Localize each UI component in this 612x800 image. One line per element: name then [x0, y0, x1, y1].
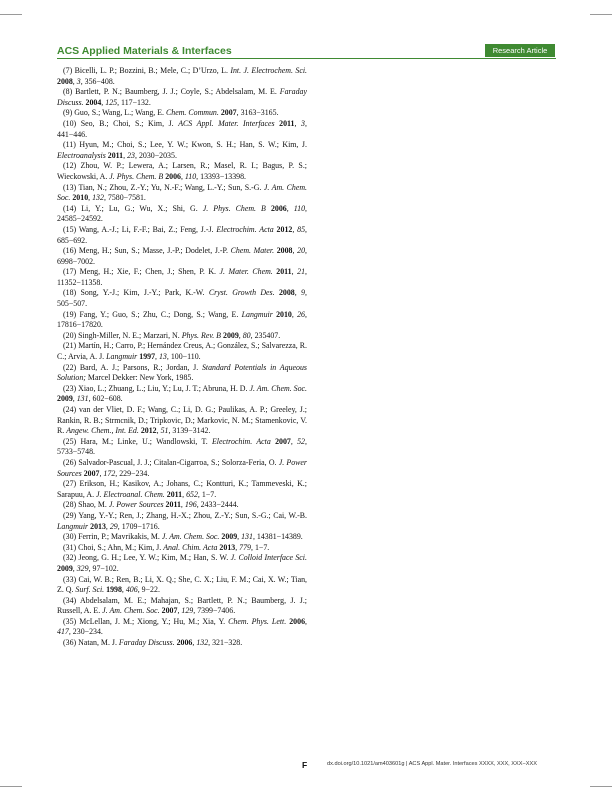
- reference-vol: 29: [109, 521, 118, 531]
- reference-year: 2009: [221, 532, 238, 542]
- reference-authors: Erikson, H.; Kasikov, A.; Johans, C.; Kontturi, K.; Tammeveski, K.; Sarapuu, A.: [57, 479, 307, 499]
- reference-authors: Singh-Miller, N. E.; Marzari, N.: [78, 330, 180, 340]
- reference-authors: Salvador-Pascual, J. J.; Citalan-Cigarroa, S.; Solorza-Feria, O.: [78, 457, 277, 467]
- reference-item: (14) Li, Y.; Lu, G.; Wu, X.; Shi, G. J. Phys. Chem. B 2006, 110, 24585−24592.: [57, 203, 307, 224]
- reference-vol: 51: [160, 426, 169, 436]
- reference-year: 2006: [165, 171, 181, 181]
- reference-journal: Angew. Chem., Int. Ed.: [66, 426, 139, 436]
- reference-num: (11): [63, 140, 76, 150]
- reference-authors: Fang, Y.; Guo, S.; Zhu, C.; Dong, S.; Wang, E.: [79, 309, 239, 319]
- reference-pages: 9−22.: [141, 585, 160, 595]
- reference-year: 2008: [276, 246, 293, 256]
- reference-pages: 14381−14389.: [256, 532, 303, 542]
- reference-authors: Meng, H.; Xie, F.; Chen, J.; Shen, P. K.: [79, 267, 216, 277]
- reference-vol: 80: [242, 330, 251, 340]
- reference-journal: Int. J. Electrochem. Sci.: [230, 66, 308, 75]
- reference-item: (26) Salvador-Pascual, J. J.; Citalan-Cigarroa, S.; Solorza-Feria, O. J. Power Sources 2007, 172, 229−234.: [57, 457, 307, 478]
- reference-pages: 685−692.: [57, 235, 88, 245]
- reference-pages: 505−507.: [57, 299, 88, 309]
- reference-year: 2007: [220, 108, 237, 118]
- reference-year: 2007: [83, 468, 100, 478]
- reference-journal: Langmuir: [241, 309, 273, 319]
- reference-authors: Li, Y.; Lu, G.; Wu, X.; Shi, G.: [81, 203, 198, 213]
- reference-item: (11) Hyun, M.; Choi, S.; Lee, Y. W.; Kwon, S. H.; Han, S. W.; Kim, J. Electroanalysis 2011, 23, 2030−2035.: [57, 140, 307, 160]
- reference-num: (12): [63, 161, 77, 171]
- reference-journal: ACS Appl. Mater. Interfaces: [178, 118, 275, 128]
- reference-pages: 6998−7002.: [57, 256, 95, 266]
- reference-item: (15) Wang, A.-J.; Li, F.-F.; Bai, Z.; Feng, J.-J. Electrochim. Acta 2012, 85, 685−692.: [57, 224, 307, 245]
- reference-authors: Hara, M.; Linke, U.; Wandlowski, T.: [80, 436, 208, 446]
- reference-item: (23) Xiao, L.; Zhuang, L.; Liu, Y.; Lu, J. T.; Abruna, H. D. J. Am. Chem. Soc. 2009, 131, 602−608.: [57, 383, 307, 404]
- reference-journal: J. Am. Chem. Soc.: [57, 182, 307, 203]
- reference-authors: Ferrin, P.; Mavrikakis, M.: [78, 532, 160, 542]
- reference-journal: Standard Potentials in Aqueous Solution;: [57, 362, 307, 383]
- reference-authors: Yang, Y.-Y.; Ren, J.; Zhang, H.-X.; Zhou, Z.-Y.; Sun, S.-G.; Cai, W.-B.: [78, 510, 308, 520]
- reference-authors: Natan, M. J.: [78, 638, 117, 648]
- reference-authors: Shao, M.: [78, 500, 107, 510]
- reference-pages: 2433−2444.: [200, 500, 239, 510]
- reference-pages: 11352−11358.: [57, 277, 103, 287]
- reference-journal: J. Colloid Interface Sci.: [230, 553, 307, 563]
- reference-item: (29) Yang, Y.-Y.; Ren, J.; Zhang, H.-X.; Zhou, Z.-Y.; Sun, S.-G.; Cai, W.-B. Langmuir 2013, 29, 1709−1716.: [57, 510, 308, 531]
- reference-item: (30) Ferrin, P.; Mavrikakis, M. J. Am. Chem. Soc. 2009, 131, 14381−14389.: [63, 532, 303, 542]
- reference-year: 2006: [289, 616, 306, 626]
- reference-num: (29): [63, 510, 77, 520]
- reference-year: 2006: [176, 638, 193, 648]
- reference-vol: 110: [184, 171, 197, 181]
- reference-vol: 13: [158, 352, 167, 362]
- reference-year: 2006: [270, 203, 287, 213]
- reference-item: (34) Abdelsalam, M. E.; Mahajan, S.; Bartlett, P. N.; Baumberg, J. J.; Russell, A. E. J. Am. Chem. Soc. 2007, 129, 7399−7406.: [57, 595, 307, 616]
- reference-pages: 17816−17820.: [57, 320, 103, 330]
- reference-journal: J. Power Sources: [108, 500, 164, 510]
- reference-pages: 97−102.: [92, 563, 119, 573]
- reference-num: (9): [63, 108, 73, 118]
- reference-num: (28): [63, 500, 77, 510]
- reference-year: 2009: [57, 563, 73, 573]
- reference-num: (26): [63, 457, 77, 467]
- reference-vol: 131: [241, 532, 253, 542]
- reference-item: (25) Hara, M.; Linke, U.; Wandlowski, T. Electrochim. Acta 2007, 52, 5733−5748.: [57, 436, 307, 457]
- reference-item: (20) Singh-Miller, N. E.; Marzari, N. Phys. Rev. B 2009, 80, 235407.: [63, 330, 281, 340]
- reference-num: (13): [63, 182, 77, 192]
- reference-journal: J. Am. Chem. Soc.: [161, 532, 220, 542]
- reference-journal: Faraday Discuss.: [118, 638, 175, 648]
- reference-pages: 3163−3165.: [240, 108, 279, 118]
- reference-vol: 110: [293, 203, 306, 213]
- reference-journal: J. Am. Chem. Soc.: [102, 606, 160, 616]
- reference-journal: Electroanalysis: [57, 150, 106, 160]
- reference-authors: Song, Y.-J.; Kim, J.-Y.; Park, K.-W.: [80, 288, 205, 298]
- reference-num: (30): [63, 532, 77, 542]
- reference-journal: J. Phys. Chem. B: [109, 171, 164, 181]
- reference-pages: 5733−5748.: [57, 447, 95, 457]
- reference-item: (17) Meng, H.; Xie, F.; Chen, J.; Shen, P. K. J. Mater. Chem. 2011, 21, 11352−11358.: [57, 267, 307, 287]
- reference-year: 2009: [223, 330, 239, 340]
- reference-pages: 1−7.: [254, 542, 270, 552]
- reference-vol: 129: [181, 606, 194, 616]
- reference-journal: Faraday Discuss.: [57, 87, 307, 107]
- reference-num: (35): [63, 616, 77, 626]
- reference-num: (32): [63, 553, 77, 563]
- reference-authors: Meng, H.; Sun, S.; Masse, J.-P.; Dodelet, J.-P.: [78, 246, 228, 256]
- reference-item: (19) Fang, Y.; Guo, S.; Zhu, C.; Dong, S.; Wang, E. Langmuir 2010, 26, 17816−17820.: [57, 309, 307, 330]
- reference-vol: 52: [297, 436, 305, 446]
- reference-year: 1998: [106, 585, 122, 595]
- reference-item: (12) Zhou, W. P.; Lewera, A.; Larsen, R.; Masel, R. I.; Bagus, P. S.; Wieckowski, A. J. Phys. Chem. B 2006, 110, 13393−13398.: [57, 161, 307, 181]
- reference-year: 2007: [275, 436, 291, 446]
- reference-num: (22): [63, 362, 77, 372]
- reference-pages: 117−132.: [121, 97, 151, 107]
- reference-pages: 3139−3142.: [172, 426, 211, 436]
- reference-year: 2013: [219, 542, 236, 552]
- reference-journal: J. Power Sources: [57, 457, 307, 478]
- reference-pages: 2030−2035.: [138, 150, 177, 160]
- reference-journal: J. Am. Chem. Soc.: [249, 383, 307, 393]
- reference-vol: 329: [76, 563, 89, 573]
- reference-pages: 1709−1716.: [121, 521, 160, 531]
- reference-item: (32) Jeong, G. H.; Lee, Y. W.; Kim, M.; Han, S. W. J. Colloid Interface Sci. 2009, 329, 97−102.: [57, 553, 307, 573]
- reference-year: 2011: [279, 118, 295, 128]
- reference-pages: 321−328.: [212, 638, 243, 648]
- page-number: F: [302, 760, 308, 770]
- reference-vol: 172: [103, 468, 116, 478]
- reference-item: (16) Meng, H.; Sun, S.; Masse, J.-P.; Dodelet, J.-P. Chem. Mater. 2008, 20, 6998−7002.: [57, 246, 307, 266]
- reference-year: 2012: [276, 224, 293, 234]
- reference-year: 2011: [107, 150, 124, 160]
- reference-num: (24): [63, 405, 77, 414]
- reference-vol: 131: [76, 394, 89, 404]
- reference-year: 1997: [139, 352, 156, 362]
- reference-authors: Tian, N.; Zhou, Z.-Y.; Yu, N.-F.; Wang, L.-Y.; Sun, S.-G.: [78, 182, 262, 192]
- reference-vol: 85: [297, 224, 306, 234]
- reference-authors: Jeong, G. H.; Lee, Y. W.; Kim, M.; Han, S. W.: [78, 553, 229, 563]
- reference-year: 2011: [166, 489, 183, 499]
- reference-num: (14): [63, 203, 77, 213]
- reference-num: (16): [63, 246, 77, 256]
- reference-journal: Cryst. Growth Des.: [208, 288, 275, 298]
- reference-pages: 7580−7581.: [107, 193, 146, 203]
- reference-authors: Bard, A. J.; Parsons, R.; Jordan, J.: [79, 362, 199, 372]
- reference-authors: Wang, A.-J.; Li, F.-F.; Bai, Z.; Feng, J.-J.: [78, 224, 214, 234]
- reference-item: (9) Guo, S.; Wang, L.; Wang, E. Chem. Commun. 2007, 3163−3165.: [63, 108, 279, 118]
- reference-item: (7) Bicelli, L. P.; Bozzini, B.; Mele, C.; D’Urzo, L. Int. J. Electrochem. Sci. 2008, 3, 356−408.: [57, 66, 308, 86]
- reference-num: (20): [63, 330, 77, 340]
- reference-item: [57, 363, 307, 384]
- reference-authors: Choi, S.; Ahn, M.; Kim, J.: [78, 542, 162, 552]
- reference-year: 2011: [276, 267, 292, 277]
- reference-year: 2009: [57, 394, 73, 404]
- reference-authors: McLellan, J. M.; Xiong, Y.; Hu, M.; Xia, Y.: [79, 616, 226, 626]
- reference-item: (31) Choi, S.; Ahn, M.; Kim, J. Anal. Chim. Acta 2013, 779, 1−7.: [63, 542, 270, 552]
- reference-vol: 132: [92, 193, 104, 203]
- reference-vol: 125: [105, 97, 118, 107]
- reference-num: (8): [63, 87, 73, 97]
- reference-pages: Marcel Dekker: New York, 1985.: [87, 373, 194, 383]
- reference-num: (10): [63, 118, 77, 128]
- reference-num: (23): [63, 383, 77, 393]
- header-rule: [57, 58, 556, 59]
- reference-pages: 356−408.: [84, 76, 115, 86]
- reference-journal: Langmuir: [106, 352, 138, 362]
- reference-pages: 229−234.: [119, 468, 150, 478]
- reference-journal: Electrochim. Acta: [211, 436, 271, 446]
- reference-num: (21): [63, 341, 77, 351]
- reference-item: (33) Cai, W. B.; Ren, B.; Li, X. Q.; She, C. X.; Liu, F. M.; Cai, X. W.; Tian, Z. Q. Surf. Sci. 1998, 406, 9−22.: [57, 574, 307, 595]
- reference-journal: Surf. Sci.: [75, 585, 105, 595]
- reference-vol: 9: [301, 288, 305, 298]
- reference-item: (36) Natan, M. J. Faraday Discuss. 2006, 132, 321−328.: [63, 638, 243, 648]
- reference-num: (25): [63, 436, 77, 446]
- journal-title: ACS Applied Materials & Interfaces: [57, 45, 232, 57]
- crop-mark: [590, 14, 612, 15]
- reference-pages: 24585−24592.: [57, 214, 103, 224]
- reference-pages: 230−234.: [72, 627, 103, 637]
- reference-pages: 13393−13398.: [200, 171, 247, 181]
- reference-pages: 235407.: [254, 330, 281, 340]
- reference-journal: Electrochim. Acta: [216, 224, 274, 234]
- reference-item: (24) van der Vliet, D. F.; Wang, C.; Li, D. G.; Paulikas, A. P.; Greeley, J.; Rankin, R. B.; Strmcnik, D.; Tripkovic, D.; Markovic, N. M.; Stamenkovic, V. R. Angew. Chem., Int. Ed. 2012, 51, 3139−3142.: [57, 405, 307, 436]
- reference-authors: Guo, S.; Wang, L.; Wang, E.: [74, 108, 165, 118]
- reference-vol: 132: [196, 638, 209, 648]
- crop-mark: [590, 786, 612, 787]
- reference-year: 2008: [278, 288, 295, 298]
- page-footer: [0, 760, 612, 772]
- reference-vol: 779: [239, 542, 251, 552]
- reference-vol: 417: [57, 627, 69, 637]
- reference-authors: Martín, H.; Carro, P.; Hernández Creus, A.; González, S.; Salvarezza, R. C.; Arvia, A. J.: [57, 341, 307, 362]
- reference-year: 2013: [90, 521, 106, 531]
- reference-journal: Chem. Phys. Lett.: [228, 616, 287, 626]
- reference-journal: J. Electroanal. Chem.: [96, 489, 165, 499]
- reference-num: (18): [63, 288, 77, 298]
- reference-year: 2010: [276, 309, 292, 319]
- reference-year: 2010: [72, 193, 89, 203]
- reference-num: (17): [63, 267, 77, 277]
- reference-item: (18) Song, Y.-J.; Kim, J.-Y.; Park, K.-W. Cryst. Growth Des. 2008, 9, 505−507.: [57, 288, 307, 309]
- crop-mark: [0, 14, 22, 15]
- reference-authors: Bartlett, P. N.; Baumberg, J. J.; Coyle, S.; Abdelsalam, M. E.: [75, 87, 277, 97]
- reference-authors: Abdelsalam, M. E.; Mahajan, S.; Bartlett, P. N.; Baumberg, J. J.; Russell, A. E.: [57, 595, 307, 616]
- reference-authors: Zhou, W. P.; Lewera, A.; Larsen, R.; Masel, R. I.; Bagus, P. S.; Wieckowski, A.: [57, 161, 307, 181]
- reference-vol: 20: [297, 246, 306, 256]
- reference-pages: 100−110.: [170, 352, 201, 362]
- doi-line: dx.doi.org/10.1021/am403601g | ACS Appl. Mater. Interfaces XXXX, XXX, XXX−XXX: [327, 761, 537, 767]
- reference-num: (33): [63, 574, 77, 584]
- reference-authors: Xiao, L.; Zhuang, L.; Liu, Y.; Lu, J. T.; Abruna, H. D.: [78, 383, 248, 393]
- reference-num: (27): [63, 479, 77, 489]
- reference-list: [57, 66, 307, 649]
- reference-journal: Chem. Mater.: [230, 246, 275, 256]
- reference-authors: van der Vliet, D. F.; Wang, C.; Li, D. G.; Paulikas, A. P.; Greeley, J.; Rankin, R. B.; Strmcnik, D.; Tripkovic, D.; Markovic, N. M.; Stamenkovic, V. R.: [57, 405, 307, 436]
- reference-authors: Hyun, M.; Choi, S.; Lee, Y. W.; Kwon, S. H.; Han, S. W.; Kim, J.: [79, 140, 307, 150]
- crop-mark: [0, 786, 22, 787]
- reference-authors: Cai, W. B.; Ren, B.; Li, X. Q.; She, C. X.; Liu, F. M.; Cai, X. W.; Tian, Z. Q.: [57, 574, 307, 595]
- reference-journal: Langmuir: [57, 521, 89, 531]
- reference-year: 2007: [161, 606, 178, 616]
- reference-item: (10) Seo, B.; Choi, S.; Kim, J. ACS Appl. Mater. Interfaces 2011, 3, 441−446.: [57, 118, 307, 139]
- reference-item: (8) Bartlett, P. N.; Baumberg, J. J.; Coyle, S.; Abdelsalam, M. E. Faraday Discuss. 2004, 125, 117−132.: [57, 87, 307, 107]
- reference-year: 2008: [57, 76, 73, 86]
- reference-pages: 1−7.: [201, 489, 217, 499]
- reference-num: (36): [63, 638, 77, 648]
- article-type-badge: Research Article: [485, 44, 555, 57]
- reference-journal: Phys. Rev. B: [181, 330, 222, 340]
- reference-year: 2012: [140, 426, 157, 436]
- reference-year: 2011: [165, 500, 181, 510]
- reference-year: 2004: [85, 97, 102, 107]
- reference-vol: 652: [186, 489, 198, 499]
- reference-num: (31): [63, 542, 77, 552]
- reference-vol: 406: [125, 585, 138, 595]
- reference-num: (19): [63, 309, 77, 319]
- reference-pages: 441−446.: [57, 129, 88, 139]
- reference-num: (7): [63, 66, 73, 75]
- reference-item: (27) Erikson, H.; Kasikov, A.; Johans, C.; Kontturi, K.; Tammeveski, K.; Sarapuu, A. J. Electroanal. Chem. 2011, 652, 1−7.: [57, 479, 307, 499]
- reference-vol: 21: [297, 267, 306, 277]
- reference-authors: Bicelli, L. P.; Bozzini, B.; Mele, C.; D’Urzo, L.: [74, 66, 228, 75]
- reference-num: (15): [63, 224, 77, 234]
- reference-item: (21) Martín, H.; Carro, P.; Hernández Creus, A.; González, S.; Salvarezza, R. C.; Arvia, A. J. Langmuir 1997, 13, 100−110.: [57, 341, 307, 362]
- reference-journal: Anal. Chim. Acta: [163, 542, 218, 552]
- reference-num: (34): [63, 595, 77, 605]
- reference-journal: J. Mater. Chem.: [219, 267, 273, 277]
- reference-item: (13) Tian, N.; Zhou, Z.-Y.; Yu, N.-F.; Wang, L.-Y.; Sun, S.-G. J. Am. Chem. Soc. 2010, 132, 7580−7581.: [57, 182, 307, 203]
- reference-vol: 23: [127, 150, 135, 160]
- reference-vol: 3: [76, 76, 81, 86]
- reference-authors: Seo, B.; Choi, S.; Kim, J.: [80, 118, 174, 128]
- reference-pages: 602−608.: [92, 394, 123, 404]
- reference-pages: 7399−7406.: [197, 606, 236, 616]
- reference-journal: J. Phys. Chem. B: [202, 203, 266, 213]
- reference-vol: 26: [297, 309, 305, 319]
- reference-vol: 3: [301, 118, 305, 128]
- reference-item: (28) Shao, M. J. Power Sources 2011, 196, 2433−2444.: [63, 500, 239, 510]
- reference-vol: 196: [184, 500, 197, 510]
- reference-journal: Chem. Commun.: [166, 108, 219, 118]
- page-header: [0, 44, 612, 58]
- reference-item: (35) McLellan, J. M.; Xiong, Y.; Hu, M.; Xia, Y. Chem. Phys. Lett. 2006, 417, 230−234.: [57, 616, 307, 637]
